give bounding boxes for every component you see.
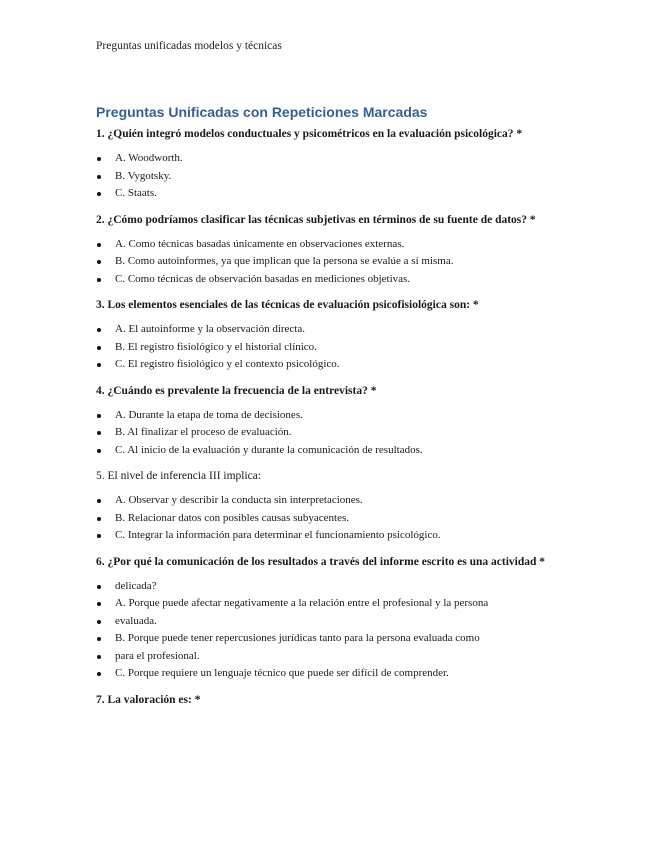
question-2: 2. ¿Cómo podríamos clasificar las técnicas subjetivas en términos de su fuente de datos? *: [96, 213, 536, 226]
option-item: A. Porque puede afectar negativamente a la relación entre el profesional y la persona: [96, 595, 566, 613]
page-header: Preguntas unificadas modelos y técnicas: [96, 40, 282, 52]
option-item: C. Staats.: [96, 185, 566, 203]
question-4-options: [96, 407, 566, 460]
option-item: B. Al finalizar el proceso de evaluación.: [96, 424, 566, 442]
question-2-options: [96, 236, 566, 289]
document-body: [96, 104, 566, 716]
question-5-options: [96, 492, 566, 545]
option-item: C. Al inicio de la evaluación y durante la comunicación de resultados.: [96, 442, 566, 460]
option-item: C. El registro fisiológico y el contexto psicológico.: [96, 356, 566, 374]
option-item: A. El autoinforme y la observación directa.: [96, 321, 566, 339]
question-5: 5. El nivel de inferencia III implica:: [96, 470, 262, 482]
option-item: C. Porque requiere un lenguaje técnico que puede ser difícil de comprender.: [96, 665, 566, 683]
option-item: A. Como técnicas basadas únicamente en observaciones externas.: [96, 236, 566, 254]
document-title: Preguntas Unificadas con Repeticiones Marcadas: [96, 104, 428, 120]
question-3-options: [96, 321, 566, 374]
question-1: 1. ¿Quién integró modelos conductuales y psicométricos en la evaluación psicológica? *: [96, 128, 523, 140]
option-item: A. Durante la etapa de toma de decisiones.: [96, 407, 566, 425]
option-item: B. Vygotsky.: [96, 168, 566, 186]
option-item: C. Integrar la información para determinar el funcionamiento psicológico.: [96, 527, 566, 545]
option-item: A. Observar y describir la conducta sin interpretaciones.: [96, 492, 566, 510]
question-7: 7. La valoración es: *: [96, 693, 201, 706]
option-item: C. Como técnicas de observación basadas en mediciones objetivas.: [96, 271, 566, 289]
option-item: evaluada.: [96, 613, 566, 631]
option-item: B. Porque puede tener repercusiones jurídicas tanto para la persona evaluada como: [96, 630, 566, 648]
question-6-options: [96, 578, 566, 683]
option-item: para el profesional.: [96, 648, 566, 666]
option-item: A. Woodworth.: [96, 150, 566, 168]
option-item: delicada?: [96, 578, 566, 596]
question-3: 3. Los elementos esenciales de las técnicas de evaluación psicofisiológica son: *: [96, 299, 479, 311]
option-item: B. Relacionar datos con posibles causas subyacentes.: [96, 510, 566, 528]
option-item: B. Como autoinformes, ya que implican que la persona se evalúe a sí misma.: [96, 253, 566, 271]
question-4: 4. ¿Cuándo es prevalente la frecuencia de la entrevista? *: [96, 384, 377, 397]
option-item: B. El registro fisiológico y el historial clínico.: [96, 339, 566, 357]
question-6: 6. ¿Por qué la comunicación de los resultados a través del informe escrito es una actividad *: [96, 555, 546, 568]
question-1-options: [96, 150, 566, 203]
